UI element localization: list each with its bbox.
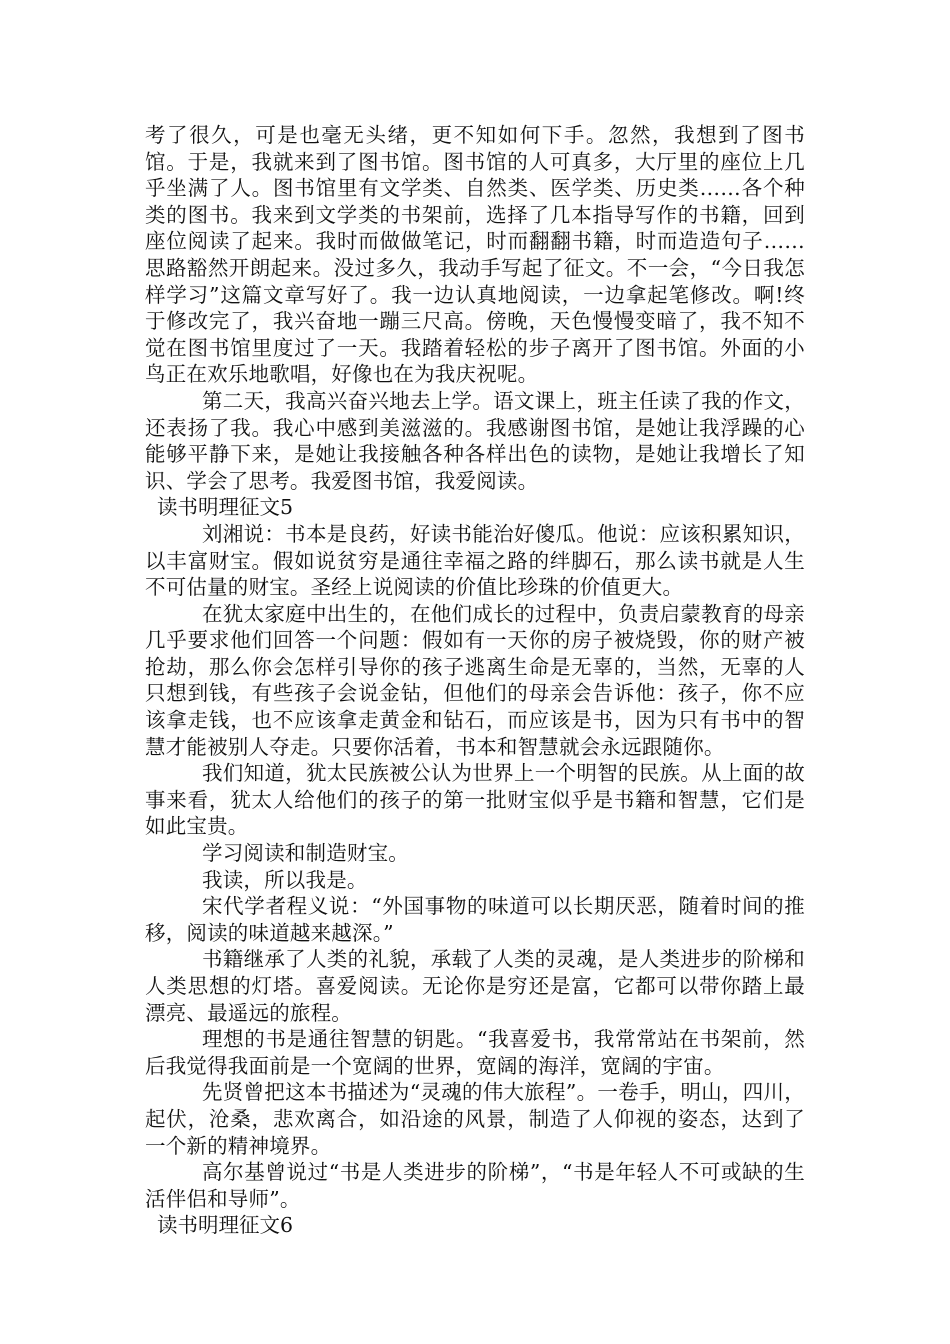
paragraph-soul-journey: 先贤曾把这本书描述为“灵魂的伟大旅程”。一卷手，明山，四川，起伏，沧桑，悲欢离合，如沿途的风景，制造了人仰视的姿态，达到了一个新的精神境界。 bbox=[145, 1080, 805, 1158]
paragraph-learn-reading: 学习阅读和制造财宝。 bbox=[202, 841, 409, 866]
paragraph-gorky-quote: 高尔基曾说过“书是人类进步的阶梯”，“书是年轻人不可或缺的生活伴侣和导师”。 bbox=[145, 1160, 805, 1211]
paragraph-liu-xiang: 刘湘说：书本是良药，好读书能治好傻瓜。他说：应该积累知识，以丰富财宝。假如说贫穷是通往幸福之路的绊脚石，那么读书就是人生不可估量的财宝。圣经上说阅读的价值比珍珠的价值更大。 bbox=[145, 521, 805, 600]
paragraph-jewish-family: 在犹太家庭中出生的，在他们成长的过程中，负责启蒙教育的母亲几乎要求他们回答一个问题：假如有一天你的房子被烧毁，你的财产被抢劫，那么你会怎样引导你的孩子逃离生命是无辜的，当然，无辜的人只想到钱，有些孩子会说金钻，但他们的母亲会告诉他：孩子，你不应该拿走钱，也不应该拿走黄金和钻石，而应该是书，因为只有书中的智慧才能被别人夺走。只要你活着，书本和智慧就会永远跟随你。 bbox=[145, 601, 805, 759]
paragraph-next-day: 第二天，我高兴奋兴地去上学。语文课上，班主任读了我的作文，还表扬了我。我心中感到美滋滋的。我感谢图书馆，是她让我浮躁的心能够平静下来，是她让我接触各种各样出色的读物，是她让我增长了知识、学会了思考。我爱图书馆，我爱阅读。 bbox=[145, 388, 805, 493]
document-body bbox=[145, 122, 805, 1239]
paragraph-ideal-book: 理想的书是通往智慧的钥匙。“我喜爱书，我常常站在书架前，然后我觉得我面前是一个宽阔的世界，宽阔的海洋，宽阔的宇宙。 bbox=[145, 1027, 805, 1078]
section-heading-5: 读书明理征文5 bbox=[157, 495, 294, 520]
section-heading-6: 读书明理征文6 bbox=[157, 1213, 294, 1238]
paragraph-cheng-yi-quote: 宋代学者程义说：“外国事物的味道可以长期厌恶，随着时间的推移，阅读的味道越来越深。” bbox=[145, 894, 805, 945]
paragraph-i-read: 我读，所以我是。 bbox=[202, 867, 368, 892]
paragraph-library-story: 考了很久，可是也毫无头绪，更不知如何下手。忽然，我想到了图书馆。于是，我就来到了图书馆。图书馆的人可真多，大厅里的座位上几乎坐满了人。图书馆里有文学类、自然类、医学类、历史类……各个种类的图书。我来到文学类的书架前，选择了几本指导写作的书籍，回到座位阅读了起来。我时而做做笔记，时而翻翻书籍，时而造造句子……思路豁然开朗起来。没过多久，我动手写起了征文。不一会，“今日我怎样学习”这篇文章写好了。我一边认真地阅读，一边拿起笔修改。啊!终于修改完了，我兴奋地一蹦三尺高。傍晚，天色慢慢变暗了，我不知不觉在图书馆里度过了一天。我踏着轻松的步子离开了图书馆。外面的小鸟正在欢乐地歌唱，好像也在为我庆祝呢。 bbox=[145, 123, 805, 387]
paragraph-books-ladder: 书籍继承了人类的礼貌，承载了人类的灵魂，是人类进步的阶梯和人类思想的灯塔。喜爱阅读。无论你是穷还是富，它都可以带你踏上最漂亮、最遥远的旅程。 bbox=[145, 947, 805, 1025]
paragraph-jewish-nation: 我们知道，犹太民族被公认为世界上一个明智的民族。从上面的故事来看，犹太人给他们的孩子的第一批财宝似乎是书籍和智慧，它们是如此宝贵。 bbox=[145, 761, 805, 839]
